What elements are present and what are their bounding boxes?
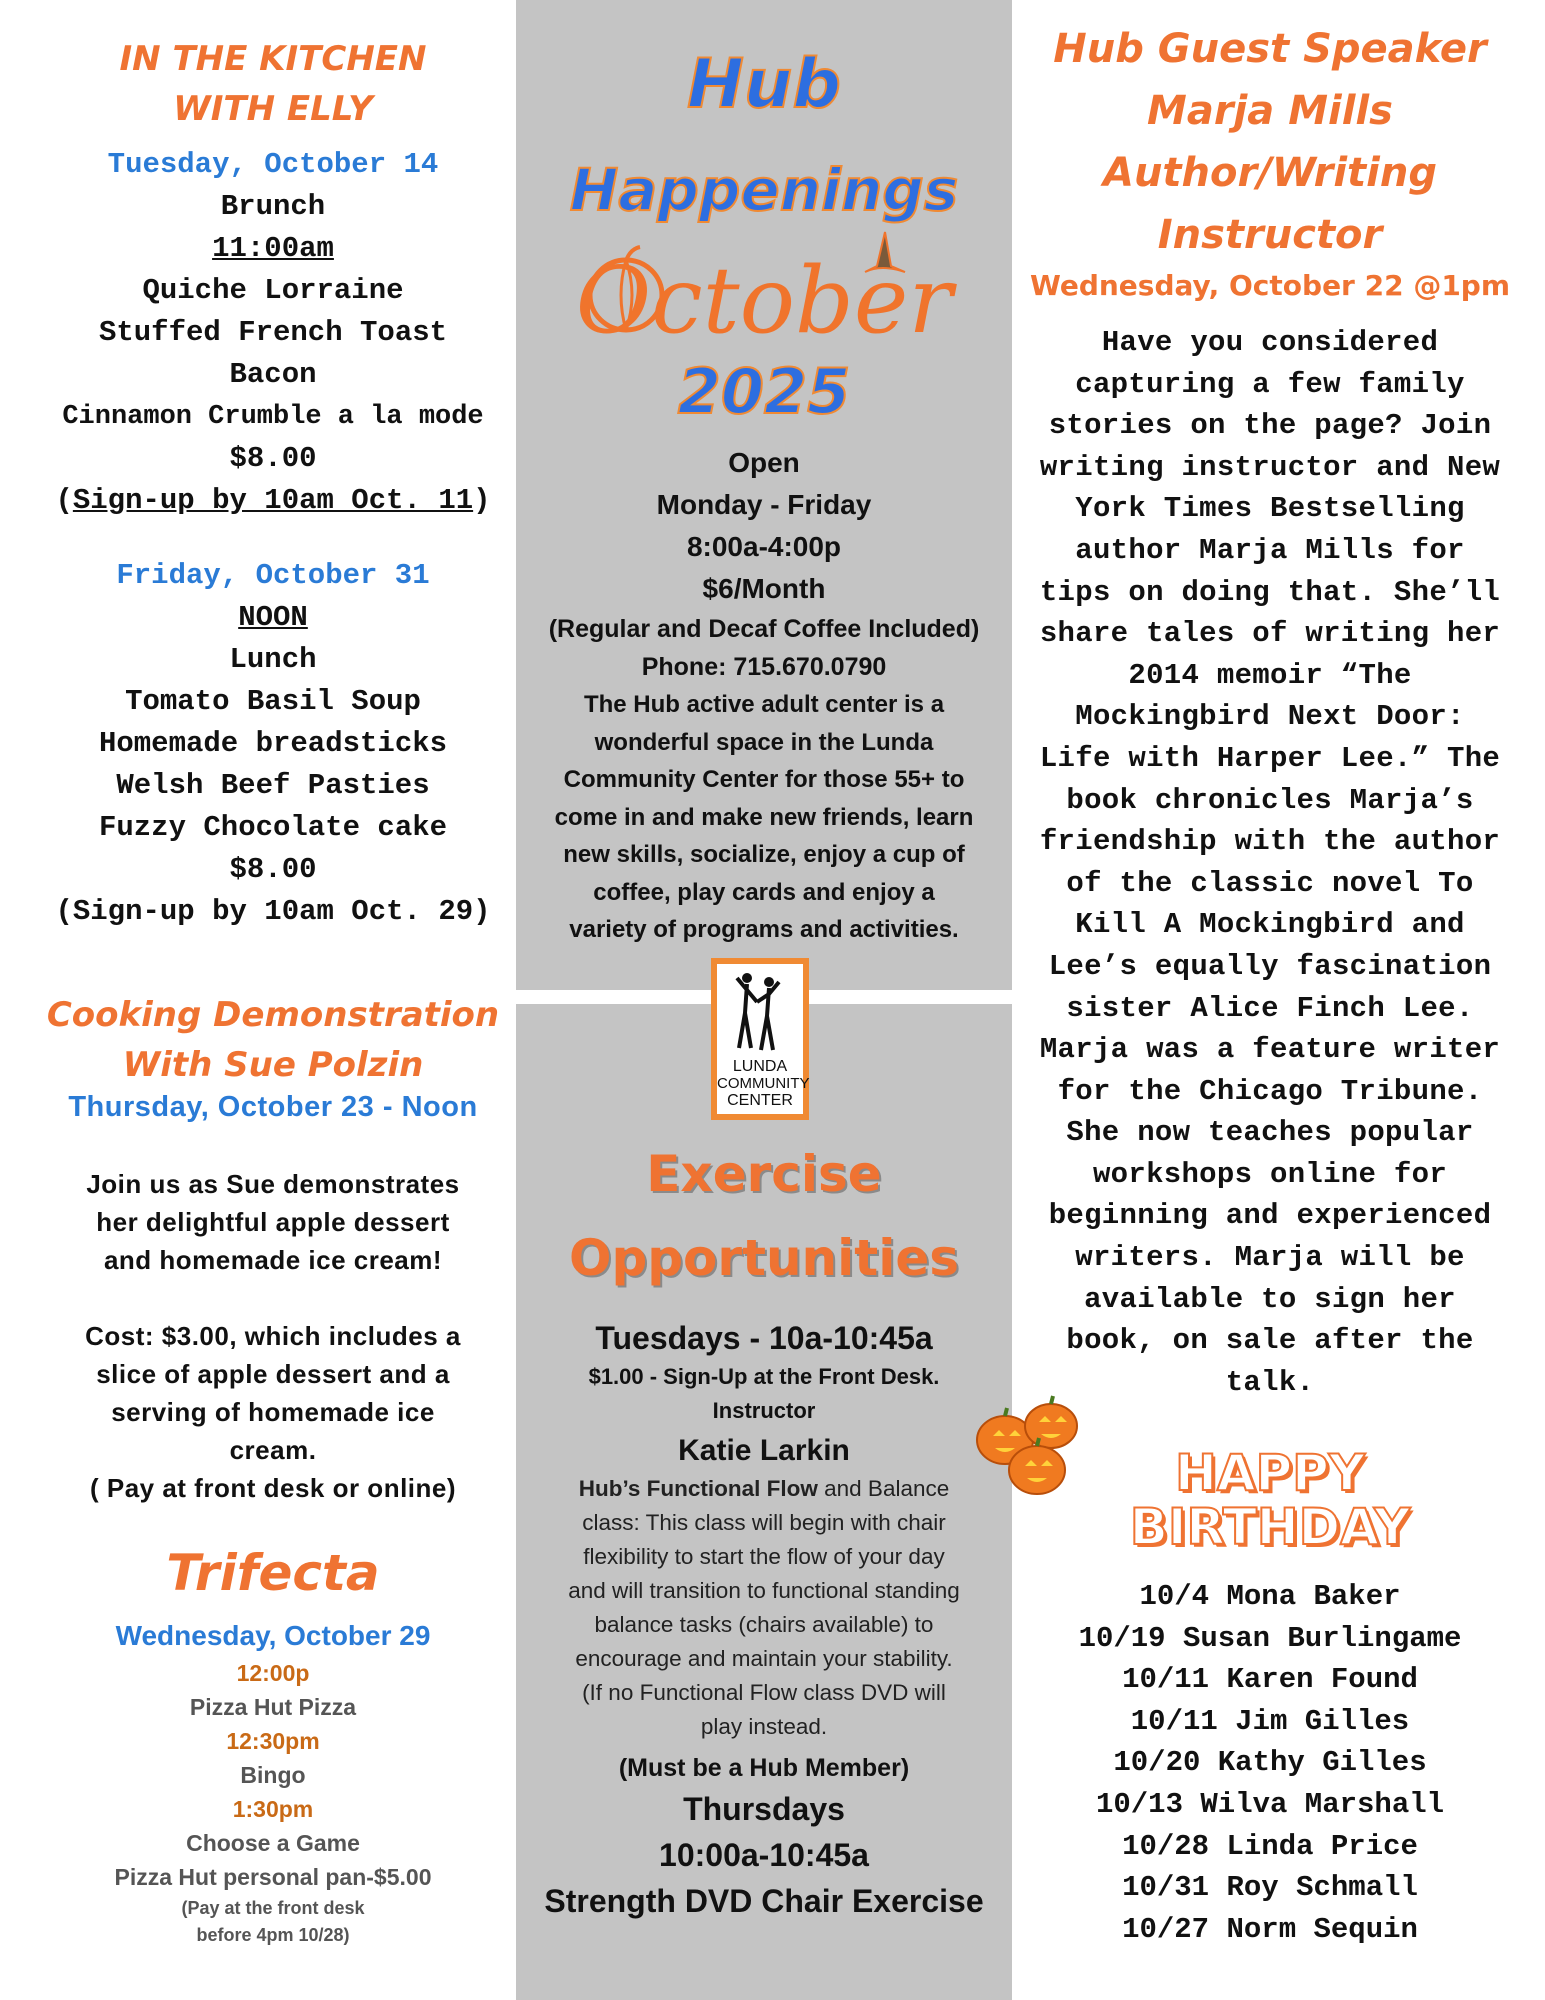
trifecta-time: 1:30pm <box>232 1796 314 1822</box>
class-line: class: This class will begin with chair <box>582 1510 946 1535</box>
about-line: coffee, play cards and enjoy a <box>593 878 935 906</box>
hours-time: 8:00a-4:00p <box>686 531 842 562</box>
exercise-class-desc <box>516 1472 1012 1744</box>
class-line: play instead. <box>700 1714 828 1739</box>
logo-line3: CENTER <box>727 1092 793 1109</box>
trifecta-extra: Pizza Hut personal pan-$5.00 <box>114 1864 432 1890</box>
hours-open: Open <box>728 447 800 478</box>
trifecta-time: 12:00p <box>236 1660 310 1686</box>
birthday-list <box>1012 1576 1528 1950</box>
lunch-price: $8.00 <box>229 853 317 886</box>
speaker-body-line: Have you considered <box>1101 326 1439 359</box>
birthday-entry: 10/28 Linda Price <box>1122 1829 1418 1863</box>
speaker-body-line: writers. Marja will be <box>1075 1241 1465 1275</box>
trifecta-note-line1: (Pay at the front desk <box>181 1898 365 1918</box>
brunch-meal: Brunch <box>220 190 326 223</box>
birthday-title <box>1012 1446 1528 1554</box>
birthday-entry: 10/27 Norm Sequin <box>1122 1912 1418 1946</box>
kitchen-event-lunch <box>0 555 546 933</box>
lunch-menu-2: Welsh Beef Pasties <box>116 769 430 802</box>
speaker-body <box>1012 322 1528 1403</box>
lunch-menu-0: Tomato Basil Soup <box>125 685 421 718</box>
birthday-title-line1: HAPPY <box>1174 1444 1366 1502</box>
kitchen-title-line2: WITH ELLY <box>173 89 373 129</box>
trifecta-activity: Choose a Game <box>186 1830 360 1856</box>
birthday-entry: 10/11 Karen Found <box>1122 1663 1418 1697</box>
speaker-body-line: Lee’s equally fascination <box>1048 949 1492 983</box>
trifecta-note-line2: before 4pm 10/28) <box>196 1925 350 1945</box>
speaker-body-line: friendship with the author <box>1039 825 1501 859</box>
trifecta-note <box>0 1895 546 1949</box>
speaker-title-line: Hub Guest Speaker <box>1053 26 1487 72</box>
speaker-body-line: workshops online for <box>1092 1157 1448 1191</box>
left-column <box>0 0 516 2000</box>
speaker-body-line: tips on doing that. She’ll <box>1039 575 1501 609</box>
brunch-menu-2: Bacon <box>229 358 317 391</box>
lunch-date: Friday, October 31 <box>116 559 430 592</box>
cooking-demo-title-line1: Cooking Demonstration <box>46 995 500 1035</box>
about-text <box>516 686 1012 949</box>
lunch-meal: Lunch <box>229 643 317 676</box>
speaker-body-line: 2014 memoir “The <box>1128 658 1412 692</box>
trifecta-date: Wednesday, October 29 <box>115 1620 431 1651</box>
about-line: variety of programs and activities. <box>569 916 959 943</box>
class-line: flexibility to start the flow of your day <box>583 1544 945 1569</box>
exercise-thursdays-label: Thursdays <box>683 1791 845 1827</box>
speaker-body-line: Life with Harper Lee.” The <box>1039 741 1501 775</box>
speaker-body-line: talk. <box>1225 1365 1315 1399</box>
demo-pay: ( Pay at front desk or online) <box>89 1473 457 1503</box>
logo-line2: COMMUNITY <box>717 1075 810 1092</box>
trifecta-time: 12:30pm <box>226 1728 320 1754</box>
kitchen-title-line1: IN THE KITCHEN <box>119 39 427 79</box>
exercise-strength: Strength DVD Chair Exercise <box>544 1883 984 1919</box>
trifecta-activity: Pizza Hut Pizza <box>189 1694 357 1720</box>
cooking-demo-title <box>0 990 546 1090</box>
demo-desc-line: Join us as Sue demonstrates <box>86 1169 460 1199</box>
speaker-body-line: author Marja Mills for <box>1075 533 1465 567</box>
cooking-demo-desc <box>0 1165 546 1507</box>
exercise-title-line1: Exercise <box>646 1145 882 1203</box>
demo-cost-line: serving of homemade ice <box>111 1397 435 1427</box>
speaker-title <box>1012 18 1528 266</box>
figures-icon <box>717 968 803 1058</box>
speaker-body-line: stories on the page? Join <box>1048 409 1492 443</box>
speaker-body-line: beginning and experienced <box>1048 1199 1492 1233</box>
about-line: new skills, socialize, enjoy a cup of <box>563 841 965 868</box>
birthday-title-line2: BIRTHDAY <box>1129 1498 1411 1556</box>
exercise-instructor-label: Instructor <box>712 1398 816 1423</box>
about-line: The Hub active adult center is a <box>583 691 945 718</box>
speaker-body-line: capturing a few family <box>1075 367 1465 401</box>
exercise-thursdays <box>516 1786 1012 1924</box>
hours-phone: Phone: 715.670.0790 <box>641 653 887 681</box>
hours-coffee: (Regular and Decaf Coffee Included) <box>548 615 980 643</box>
speaker-body-line: of the classic novel To <box>1066 866 1474 900</box>
speaker-body-line: book chronicles Marja’s <box>1066 783 1474 817</box>
class-line: balance tasks (chairs available) to <box>594 1612 934 1637</box>
birthday-entry: 10/13 Wilva Marshall <box>1095 1787 1445 1821</box>
exercise-fee-block <box>516 1360 1012 1428</box>
about-line: wonderful space in the Lunda <box>594 728 934 756</box>
exercise-member: (Must be a Hub Member) <box>618 1754 910 1782</box>
cooking-demo-title-line2: With Sue Polzin <box>122 1045 424 1085</box>
cooking-demo-date: Thursday, October 23 - Noon <box>68 1091 478 1123</box>
title-month: October <box>575 247 953 354</box>
speaker-title-line: Author/Writing <box>1102 150 1437 196</box>
speaker-body-line: She now teaches popular <box>1066 1116 1474 1150</box>
demo-cost-line: slice of apple dessert and a <box>96 1359 450 1389</box>
speaker-body-line: share tales of writing her <box>1039 617 1501 651</box>
kitchen-event-brunch <box>0 144 546 522</box>
class-line: (If no Functional Flow class DVD will <box>582 1680 946 1705</box>
kitchen-title <box>0 34 546 134</box>
speaker-body-line: writing instructor and New <box>1039 450 1501 484</box>
brunch-time: 11:00am <box>212 232 334 265</box>
class-line: and Balance <box>817 1476 950 1501</box>
speaker-body-line: available to sign her <box>1084 1282 1456 1316</box>
speaker-body-line: Mockingbird Next Door: <box>1075 700 1465 734</box>
class-line: encourage and maintain your stability. <box>575 1646 953 1671</box>
brunch-menu-3: Cinnamon Crumble a la mode <box>62 402 484 432</box>
trifecta-title: Trifecta <box>166 1544 380 1602</box>
brunch-menu-1: Stuffed French Toast <box>98 316 448 349</box>
title-hub: Hub <box>687 45 841 124</box>
speaker-body-line: sister Alice Finch Lee. <box>1066 991 1474 1025</box>
demo-cost-line: cream. <box>229 1435 317 1465</box>
exercise-thursdays-time: 10:00a-10:45a <box>659 1837 869 1873</box>
title-year: 2025 <box>677 355 851 428</box>
speaker-body-line: for the Chicago Tribune. <box>1057 1074 1483 1108</box>
middle-column <box>516 0 1012 2000</box>
hours-block <box>516 442 1012 686</box>
brunch-date: Tuesday, October 14 <box>107 148 439 181</box>
speaker-body-line: Kill A Mockingbird and <box>1075 908 1465 942</box>
hours-days: Monday - Friday <box>656 489 872 520</box>
trifecta-activity: Bingo <box>240 1762 306 1788</box>
birthday-entry: 10/19 Susan Burlingame <box>1078 1621 1462 1655</box>
speaker-date: Wednesday, October 22 @1pm <box>1029 269 1511 302</box>
lunda-logo <box>711 958 809 1120</box>
title-happenings: Happenings <box>569 156 959 224</box>
birthday-entry: 10/4 Mona Baker <box>1139 1580 1401 1613</box>
exercise-title <box>516 1132 1012 1300</box>
lunch-menu-1: Homemade breadsticks <box>98 727 448 760</box>
lunch-menu-3: Fuzzy Chocolate cake <box>98 811 448 844</box>
birthday-entry: 10/11 Jim Gilles <box>1130 1704 1410 1738</box>
speaker-body-line: Marja was a feature writer <box>1039 1033 1501 1067</box>
about-line: come in and make new friends, learn <box>554 803 974 831</box>
right-column <box>1012 0 1545 2000</box>
exercise-title-line2: Opportunities <box>568 1229 960 1287</box>
lunch-signup: (Sign-up by 10am Oct. 29) <box>55 895 491 928</box>
class-name: Hub’s Functional Flow <box>578 1476 818 1501</box>
logo-line1: LUNDA <box>732 1058 788 1075</box>
demo-desc-line: and homemade ice cream! <box>103 1245 443 1275</box>
exercise-fee: $1.00 - Sign-Up at the Front Desk. <box>588 1364 940 1389</box>
speaker-title-line: Instructor <box>1157 212 1383 258</box>
exercise-instructor: Katie Larkin <box>678 1434 850 1467</box>
brunch-signup: (Sign-up by 10am Oct. 11) <box>55 484 491 517</box>
brunch-menu-0: Quiche Lorraine <box>142 274 404 307</box>
class-line: and will transition to functional standing <box>568 1578 960 1603</box>
speaker-body-line: York Times Bestselling <box>1075 492 1465 526</box>
speaker-body-line: book, on sale after the <box>1066 1324 1474 1358</box>
about-line: Community Center for those 55+ to <box>563 766 965 793</box>
brunch-price: $8.00 <box>229 442 317 475</box>
trifecta-schedule <box>0 1656 546 1894</box>
demo-desc-line: her delightful apple dessert <box>96 1207 450 1237</box>
lunch-time: NOON <box>238 601 308 634</box>
hours-price: $6/Month <box>702 573 826 604</box>
birthday-entry: 10/31 Roy Schmall <box>1122 1871 1418 1905</box>
speaker-title-line: Marja Mills <box>1147 88 1393 134</box>
birthday-entry: 10/20 Kathy Gilles <box>1113 1746 1427 1780</box>
exercise-tuesdays: Tuesdays - 10a-10:45a <box>595 1320 933 1356</box>
demo-cost-line: Cost: $3.00, which includes a <box>85 1321 461 1351</box>
